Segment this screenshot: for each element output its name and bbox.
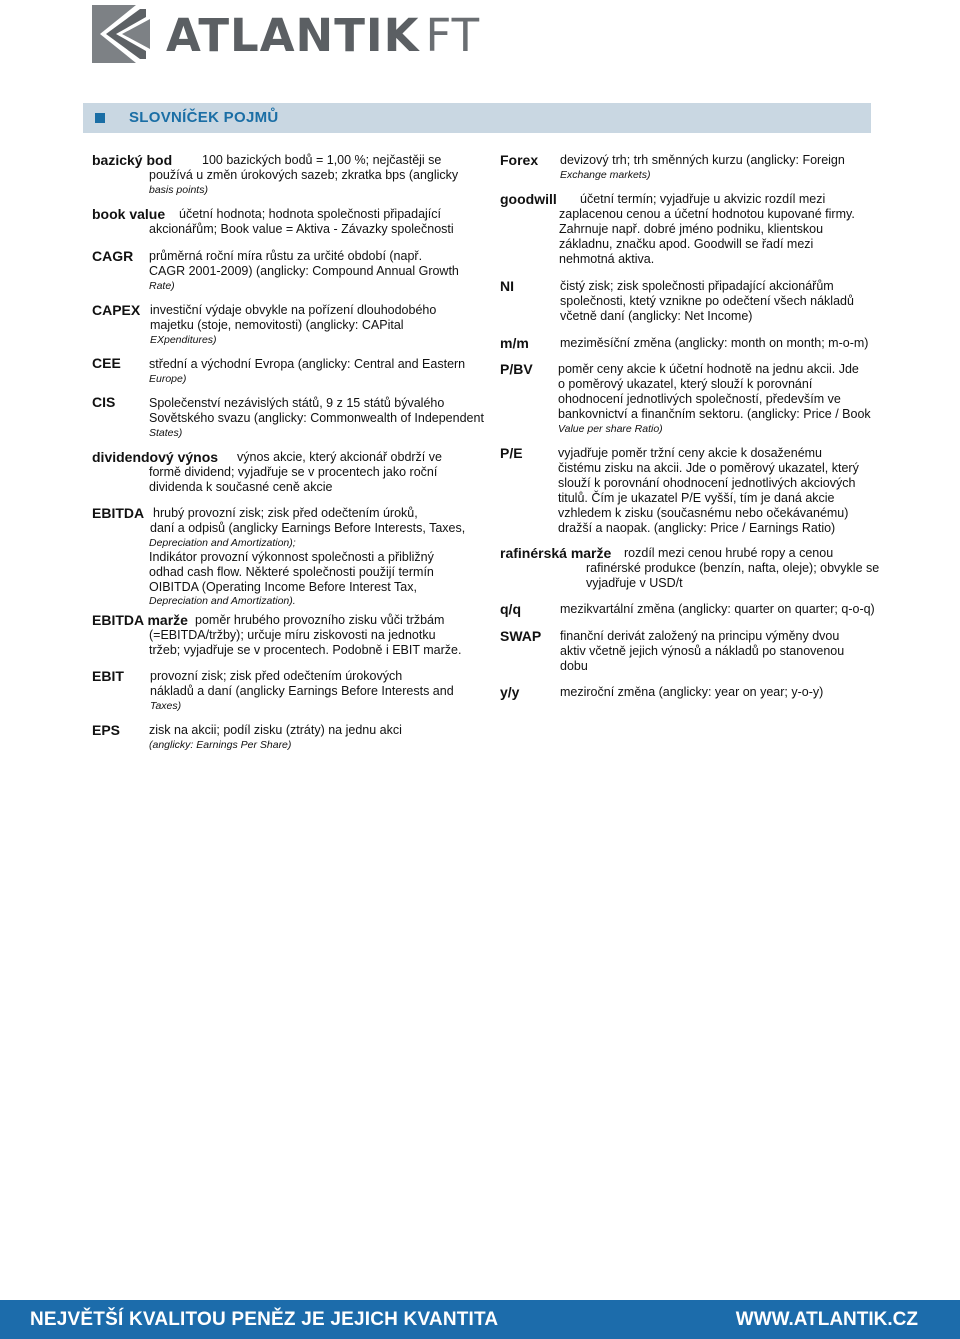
glossary-term: y/y: [500, 684, 520, 700]
definition-line: akcionářům; Book value = Aktiva - Závazky společnosti: [149, 222, 454, 236]
definition-line: formě dividend; vyjadřuje se v procentech jako roční: [149, 465, 438, 479]
definition-line: zisk na akcii; podíl zisku (ztráty) na jednu akci: [149, 723, 402, 737]
logo-wordmark: [166, 11, 480, 61]
glossary-term: bazický bod: [92, 152, 173, 168]
logo-main-text: ATLANTIK: [166, 9, 420, 62]
section-title: SLOVNÍČEK POJMŮ: [129, 109, 279, 126]
definition-line: devizový trh; trh směnných kurzu (anglicky: Foreign: [560, 153, 845, 167]
definition-line: společnosti, ktetý vznikne po odečtení všech nákladů: [560, 294, 854, 308]
definition-line: nehmotná aktiva.: [559, 252, 655, 266]
definition-line: vyjadřuje poměr tržní ceny akcie k dosaženému: [558, 446, 823, 460]
glossary-term: P/E: [500, 445, 523, 461]
definition-line: States): [149, 427, 183, 439]
definition-line: o poměrový ukazatel, který slouží k porovnání: [558, 377, 813, 391]
definition-line: Taxes): [150, 700, 182, 712]
bullet-square-icon: [95, 113, 105, 123]
logo-sub-text: FT: [425, 9, 481, 62]
glossary-term: EPS: [92, 722, 121, 738]
glossary-term: dividendový výnos: [92, 449, 219, 465]
glossary-term: CAPEX: [92, 302, 141, 318]
definition-line: provozní zisk; zisk před odečtením úrokových: [150, 669, 403, 683]
definition-line: Exchange markets): [560, 169, 651, 181]
definition-line: EXpenditures): [150, 334, 217, 346]
definition-line: bankovnictví a finančním sektoru. (anglicky: Price / Book: [558, 407, 871, 421]
definition-line: majetku (stoje, nemovitosti) (anglicky: CAPital: [150, 318, 404, 332]
definition-line: (=EBITDA/tržby); určuje míru ziskovosti na jednotku: [149, 628, 436, 642]
definition-line: CAGR 2001-2009) (anglicky: Compound Annual Growth: [149, 264, 459, 278]
definition-line: Sovětského svazu (anglicky: Commonwealth of Independent: [149, 411, 484, 425]
definition-line: OIBITDA (Operating Income Before Interest Tax,: [149, 580, 417, 594]
definition-line: slouží k porovnání ohodnocení jednotlivých akciových: [558, 476, 856, 490]
definition-line: účetní termín; vyjadřuje u akvizic rozdíl mezi: [580, 192, 826, 206]
definition-line: meziměsíční změna (anglicky: month on month; m-o-m): [560, 336, 869, 350]
definition-line: poměr ceny akcie k účetní hodnotě na jednu akcii. Jde: [558, 362, 859, 376]
definition-line: mezikvartální změna (anglicky: quarter on quarter; q-o-q): [560, 602, 875, 616]
definition-line: ohodnocení jednotlivých společností, především ve: [558, 392, 841, 406]
definition-line: tržeb; vyjadřuje se v procentech. Podobně i EBIT marže.: [149, 643, 462, 657]
definition-line: základnu, značku apod. Goodwill se řadí mezi: [559, 237, 814, 251]
definition-line: průměrná roční míra růstu za určité období (např.: [149, 249, 423, 263]
definition-line: včetně daní (anglicky: Net Income): [560, 309, 753, 323]
definition-line: aktiv včetně jejich výnosů a nákladů po stanovenou: [560, 644, 845, 658]
definition-line: rozdíl mezi cenou hrubé ropy a cenou: [624, 546, 834, 560]
definition-line: Depreciation and Amortization).: [149, 595, 296, 607]
glossary-term: m/m: [500, 335, 529, 351]
glossary-term: goodwill: [500, 191, 557, 207]
definition-line: výnos akcie, který akcionář obdrží ve: [237, 450, 442, 464]
definition-line: poměr hrubého provozního zisku vůči tržbám: [195, 613, 445, 627]
definition-line: dividenda k současné ceně akcie: [149, 480, 333, 494]
definition-line: dobu: [560, 659, 588, 673]
company-logo: [92, 5, 492, 65]
definition-line: Zahrnuje např. dobré jméno podniku, klientskou: [559, 222, 824, 236]
definition-line: finanční derivát založený na principu výměny dvou: [560, 629, 840, 643]
definition-line: Indikátor provozní výkonnost společnosti a přibližný: [149, 550, 434, 564]
footer-website-link[interactable]: WWW.ATLANTIK.CZ: [735, 1309, 918, 1330]
glossary-term: EBITDA: [92, 505, 145, 521]
glossary-term: CIS: [92, 394, 116, 410]
definition-line: daní a odpisů (anglicky Earnings Before Interests, Taxes,: [150, 521, 466, 535]
definition-line: vyjadřuje v USD/t: [586, 576, 683, 590]
definition-line: meziroční změna (anglicky: year on year; y-o-y): [560, 685, 824, 699]
definition-line: používá u změn úrokových sazeb; zkratka bps (anglicky: [149, 168, 459, 182]
definition-line: rafinérské produkce (benzín, nafta, oleje); obvykle se: [586, 561, 880, 575]
glossary-term: q/q: [500, 601, 521, 617]
definition-line: 100 bazických bodů = 1,00 %; nejčastěji se: [202, 153, 442, 167]
definition-line: Value per share Ratio): [558, 423, 663, 435]
glossary-term: EBITDA marže: [92, 612, 188, 628]
definition-line: zaplacenou cenou a účetní hodnotou kupované firmy.: [559, 207, 855, 221]
definition-line: hrubý provozní zisk; zisk před odečtením úroků,: [153, 506, 418, 520]
logo-mark-icon: [92, 5, 154, 65]
definition-line: čistému zisku na akcii. Jde o poměrový ukazatel, který: [558, 461, 859, 475]
definition-line: Společenství nezávislých států, 9 z 15 států bývalého: [149, 396, 445, 410]
definition-line: vzhledem k zisku (současnému nebo očekávanému): [558, 506, 849, 520]
definition-line: čistý zisk; zisk společnosti připadající akcionářům: [560, 279, 834, 293]
glossary-term: NI: [500, 278, 514, 294]
glossary-term: CAGR: [92, 248, 134, 264]
glossary-term: Forex: [500, 152, 539, 168]
glossary-term: book value: [92, 206, 166, 222]
definition-line: Europe): [149, 373, 187, 385]
definition-line: titulů. Čím je ukazatel P/E vyšší, tím je daná akcie: [558, 491, 835, 505]
glossary-term: P/BV: [500, 361, 533, 377]
definition-line: basis points): [149, 184, 208, 196]
definition-line: Depreciation and Amortization);: [149, 537, 296, 549]
definition-line: (anglicky: Earnings Per Share): [149, 739, 292, 751]
definition-line: dražší a naopak. (anglicky: Price / Earnings Ratio): [558, 521, 836, 535]
glossary-term: rafinérská marže: [500, 545, 612, 561]
definition-line: Rate): [149, 280, 175, 292]
section-header: [83, 103, 871, 133]
definition-line: účetní hodnota; hodnota společnosti připadající: [179, 207, 441, 221]
definition-line: střední a východní Evropa (anglicky: Central and Eastern: [149, 357, 466, 371]
glossary-term: EBIT: [92, 668, 124, 684]
definition-line: nákladů a daní (anglicky Earnings Before Interests and: [150, 684, 454, 698]
footer-slogan: NEJVĚTŠÍ KVALITOU PENĚZ JE JEJICH KVANTITA: [30, 1309, 499, 1330]
definition-line: odhad cash flow. Některé společnosti použijí termín: [149, 565, 434, 579]
definition-line: investiční výdaje obvykle na pořízení dlouhodobého: [150, 303, 437, 317]
footer-bar: [0, 1300, 960, 1339]
glossary-term: CEE: [92, 355, 121, 371]
glossary-term: SWAP: [500, 628, 542, 644]
